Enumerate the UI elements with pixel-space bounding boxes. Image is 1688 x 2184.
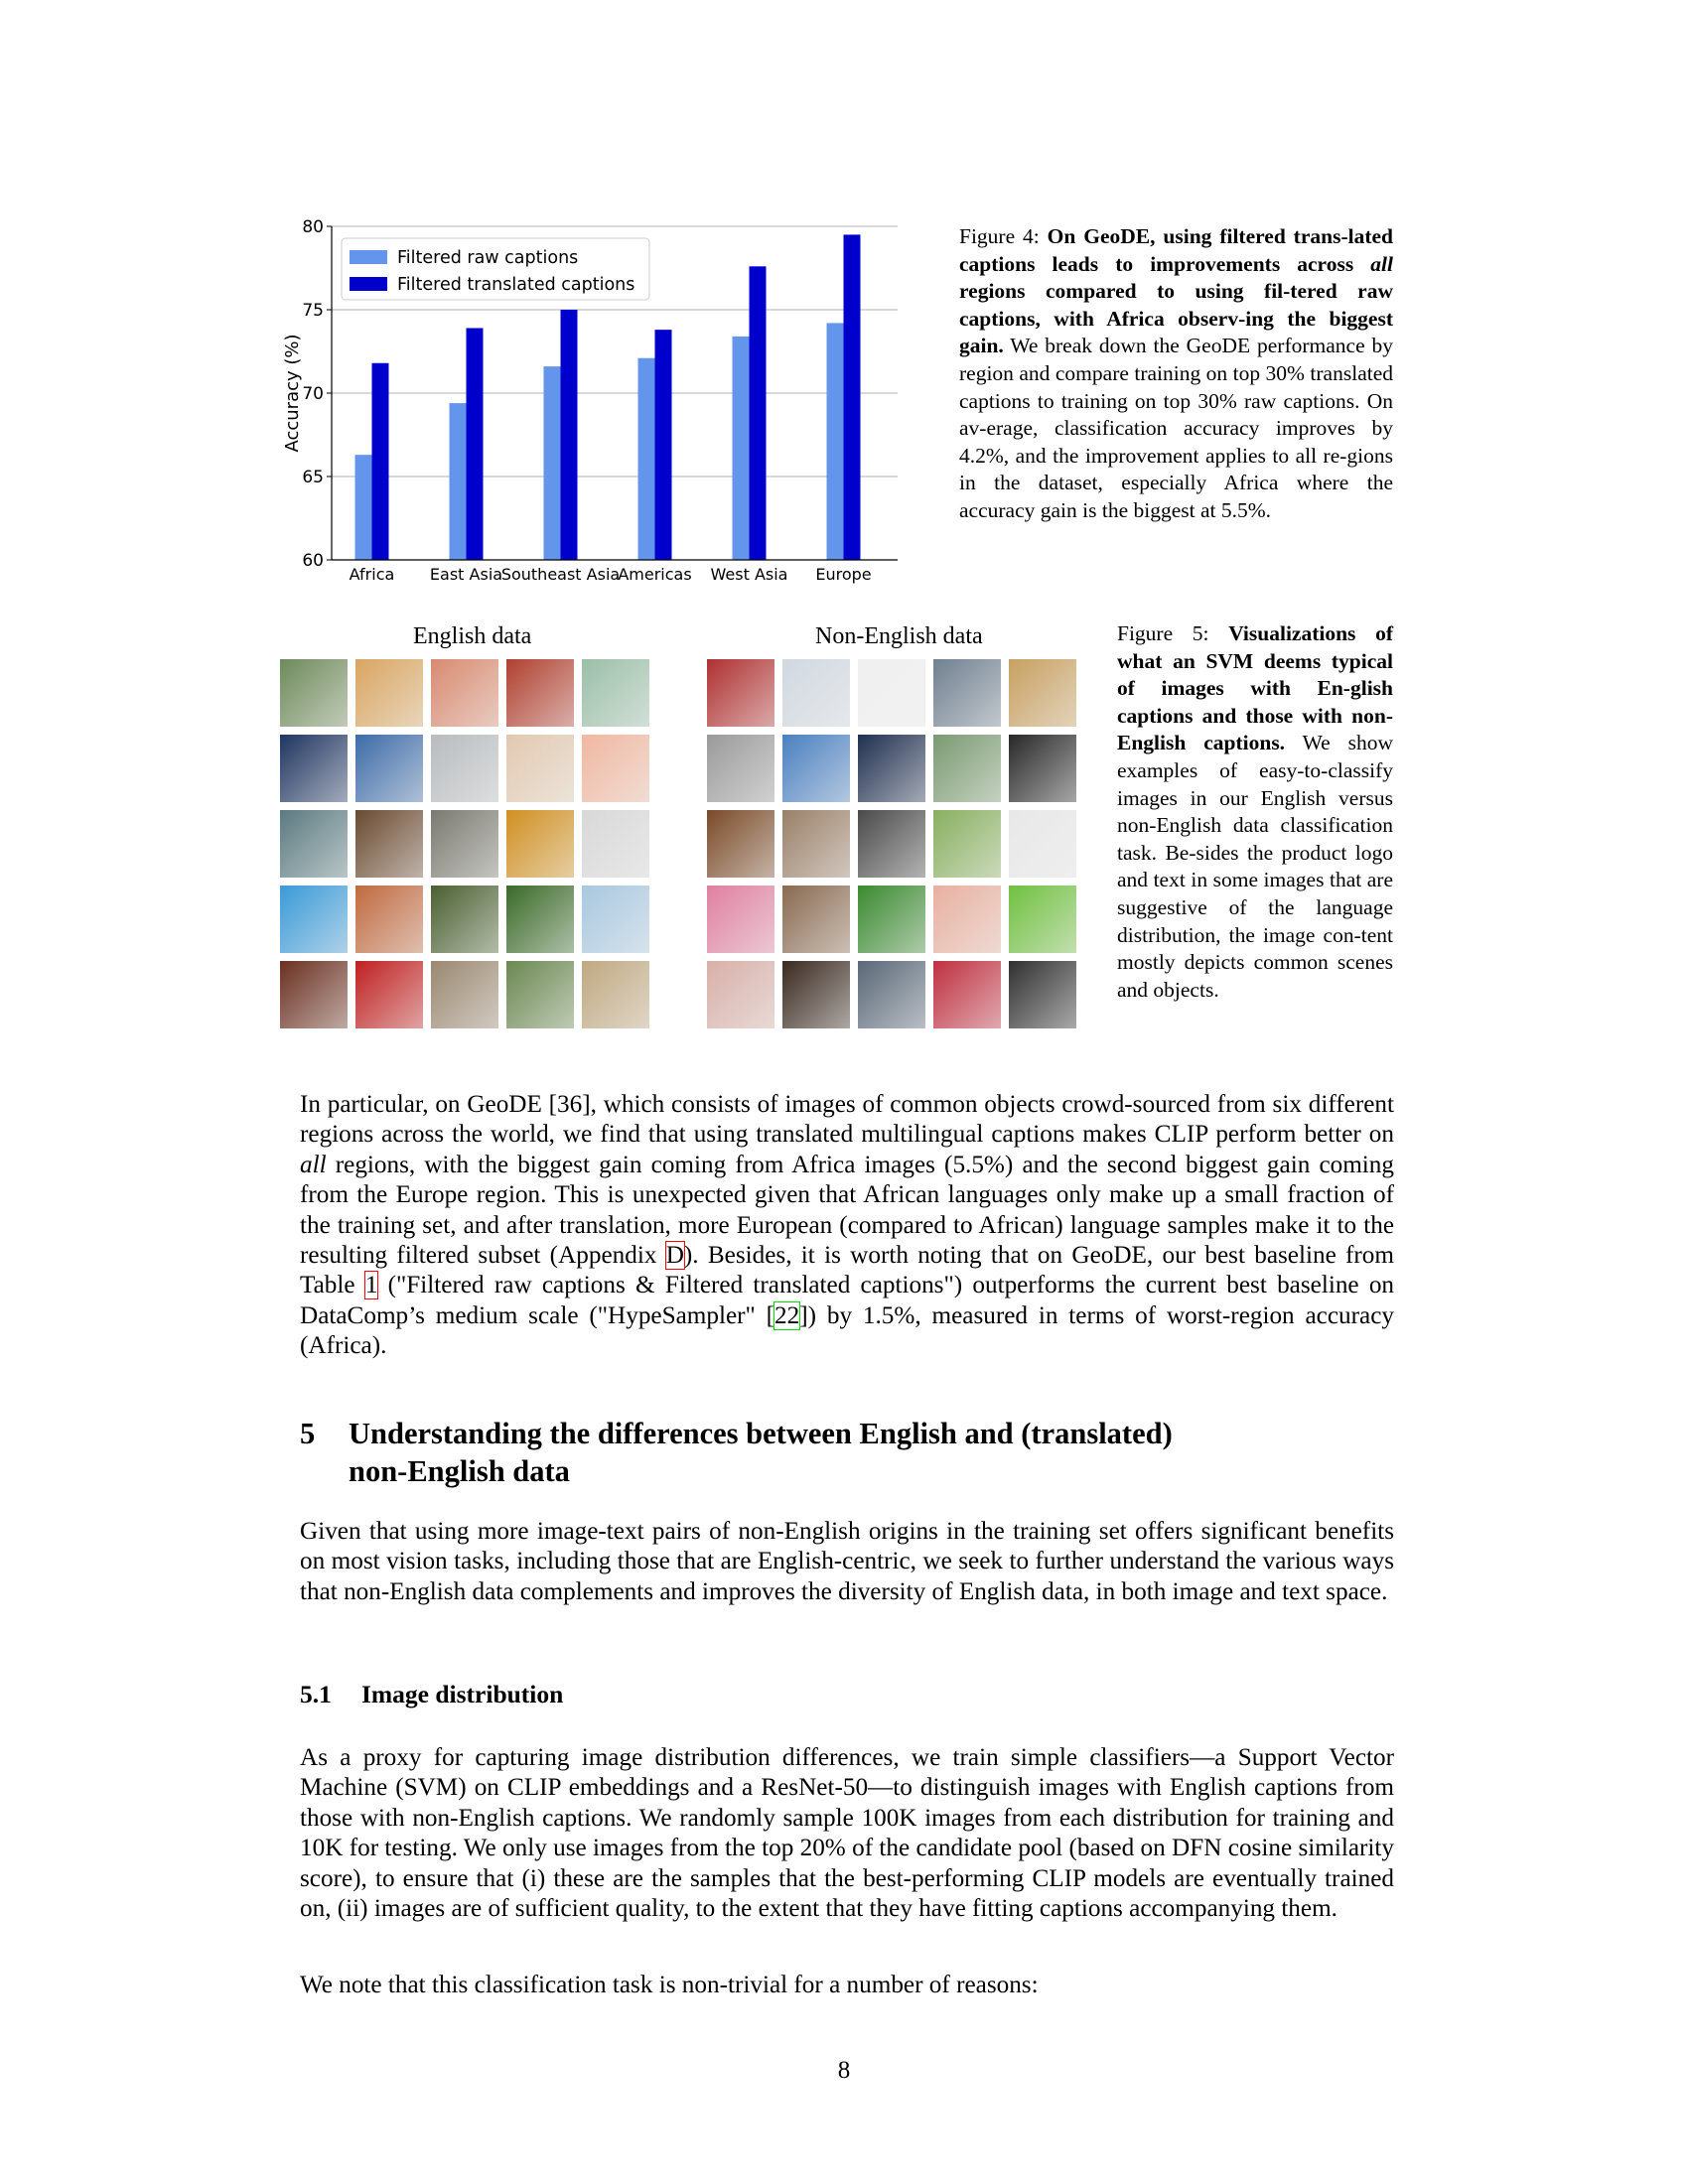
- x-tick-label: East Asia: [429, 565, 503, 584]
- para1-text-c: regions, with the biggest gain coming from Africa images (5.5%) and the second biggest gain coming from the Europe region. This is unexpected given that African languages only make up a small fraction of the training set, and after translation, more European (compared to African) language samples make it to the resulting filtered subset (Appendix: [300, 1151, 1394, 1270]
- legend-swatch: [350, 250, 387, 264]
- example-thumbnail: [782, 735, 850, 802]
- para1-text-d: ). Besides, it is worth noting that on GeoDE, our best baseline from Table: [300, 1242, 1394, 1299]
- example-thumbnail: [355, 659, 423, 727]
- x-tick-label: Southeast Asia: [500, 565, 621, 584]
- example-thumbnail: [782, 961, 850, 1028]
- example-thumbnail: [933, 886, 1001, 953]
- citation-36[interactable]: 36: [557, 1091, 583, 1118]
- y-axis-label: Accuracy (%): [282, 334, 303, 453]
- example-thumbnail: [280, 735, 348, 802]
- section-5-title-line2: non-English data: [349, 1454, 570, 1488]
- example-thumbnail: [933, 961, 1001, 1028]
- legend-swatch: [350, 277, 387, 291]
- example-thumbnail: [707, 810, 774, 878]
- para1-emphasis: all: [300, 1151, 327, 1178]
- example-thumbnail: [707, 886, 774, 953]
- example-thumbnail: [858, 810, 925, 878]
- bar-translated-west-asia: [750, 266, 767, 560]
- section-5-1-title: Image distribution: [361, 1680, 564, 1708]
- para1-text-a: In particular, on GeoDE [: [300, 1091, 558, 1118]
- example-thumbnail: [707, 961, 774, 1028]
- legend-label: Filtered raw captions: [397, 248, 579, 268]
- example-thumbnail: [431, 659, 498, 727]
- example-thumbnail: [506, 810, 574, 878]
- example-thumbnail: [1009, 961, 1076, 1028]
- figure-4-bold-b: regions compared to using fil-tered raw captions, with Africa observ-ing the biggest gain.: [959, 279, 1393, 358]
- example-thumbnail: [858, 659, 925, 727]
- legend-label: Filtered translated captions: [397, 275, 635, 295]
- table-1-link[interactable]: 1: [364, 1272, 378, 1299]
- geode-bar-chart: [268, 210, 914, 588]
- paragraph-image-distribution: As a proxy for capturing image distribution differences, we train simple classifiers—a Support Vector Machine (SVM) on CLIP embeddings and a ResNet-50—to distinguish images with English captions from those with non-English captions. We randomly sample 100K images from each distribution for training and 10K for testing. We only use images from the top 20% of the candidate pool (based on DFN cosine similarity score), to ensure that (i) these are the samples that the best-performing CLIP models are eventually trained on, (ii) images are of sufficient quality, to the extent that they have fitting captions accompanying them.: [300, 1744, 1394, 1923]
- figure-5-label: Figure 5:: [1117, 621, 1209, 645]
- paragraph-non-trivial: We note that this classification task is non-trivial for a number of reasons:: [300, 1972, 1039, 1998]
- para1-text-f: ]) by 1.5%, measured in terms of worst-region accuracy (Africa).: [300, 1301, 1394, 1360]
- section-5-heading: [300, 1415, 1394, 1490]
- example-thumbnail: [355, 810, 423, 878]
- bar-raw-americas: [638, 358, 655, 560]
- figure-4-label: Figure 4:: [959, 224, 1040, 248]
- appendix-d-link[interactable]: D: [665, 1242, 684, 1270]
- example-thumbnail: [1009, 735, 1076, 802]
- figure-5-caption: [1117, 620, 1393, 1004]
- example-thumbnail: [582, 735, 649, 802]
- figure-4-bold-a: On GeoDE, using filtered trans-lated captions leads to improvements across: [959, 224, 1394, 276]
- para1-text-e: ("Filtered raw captions & Filtered translated captions") outperforms the current best baseline on DataComp’s medium scale ("HypeSampler" [: [300, 1272, 1395, 1329]
- example-thumbnail: [506, 659, 574, 727]
- example-thumbnail: [933, 659, 1001, 727]
- bar-translated-americas: [655, 330, 672, 560]
- example-thumbnail: [582, 886, 649, 953]
- section-5-title-line1: Understanding the differences between English and (translated): [349, 1417, 1173, 1450]
- non-english-image-grid: [707, 659, 1084, 1036]
- example-thumbnail: [506, 886, 574, 953]
- example-thumbnail: [431, 961, 498, 1028]
- figure-5-text: We show examples of easy-to-classify images in our English versus non-English data classification task. Be-sides the product logo and text in some images that are suggestive of the language distribution, the image con-tent mostly depicts common scenes and objects.: [1117, 731, 1393, 1002]
- bar-raw-west-asia: [733, 337, 750, 560]
- example-thumbnail: [858, 961, 925, 1028]
- example-thumbnail: [582, 961, 649, 1028]
- x-tick-label: Americas: [618, 565, 692, 584]
- example-thumbnail: [506, 961, 574, 1028]
- x-tick-label: Africa: [349, 565, 395, 584]
- bar-translated-africa: [372, 363, 389, 560]
- bar-translated-southeast-asia: [561, 310, 578, 560]
- example-thumbnail: [1009, 810, 1076, 878]
- section-5-1-number: 5.1: [300, 1680, 332, 1708]
- figure-4-caption: [959, 223, 1393, 525]
- example-thumbnail: [782, 810, 850, 878]
- figure-4-text: We break down the GeoDE performance by region and compare training on top 30% translated captions to training on top 30% raw captions. On av-erage, classification accuracy improves by 4.2%, and the improvement applies to all re-gions in the dataset, especially Africa where the accuracy gain is the biggest at 5.5%.: [959, 334, 1393, 522]
- paragraph-section-5-intro: Given that using more image-text pairs of non-English origins in the training set offers significant benefits on most vision tasks, including those that are English-centric, we seek to further understand the various ways that non-English data complements and improves the diversity of English data, in both image and text space.: [300, 1518, 1394, 1605]
- x-tick-label: Europe: [815, 565, 872, 584]
- example-thumbnail: [431, 735, 498, 802]
- bar-translated-europe: [844, 234, 861, 560]
- y-tick-label: 80: [302, 217, 324, 237]
- example-thumbnail: [280, 810, 348, 878]
- example-thumbnail: [858, 735, 925, 802]
- example-thumbnail: [933, 810, 1001, 878]
- para1-text-b: ], which consists of images of common objects crowd-sourced from six different regions across the world, we find that using translated multilingual captions makes CLIP perform better on: [300, 1091, 1394, 1149]
- example-thumbnail: [582, 810, 649, 878]
- bar-translated-east-asia: [467, 328, 484, 560]
- example-thumbnail: [280, 961, 348, 1028]
- figure-5-bold: Visualizations of what an SVM deems typical of images with En-glish captions and those with non-English captions.: [1117, 621, 1394, 755]
- example-thumbnail: [431, 810, 498, 878]
- example-thumbnail: [1009, 659, 1076, 727]
- y-tick-label: 75: [302, 301, 324, 321]
- y-tick-label: 65: [302, 468, 324, 487]
- example-thumbnail: [280, 659, 348, 727]
- y-tick-label: 70: [302, 384, 324, 404]
- section-5-1-heading: [300, 1680, 563, 1709]
- citation-22[interactable]: 22: [774, 1301, 800, 1329]
- example-thumbnail: [280, 886, 348, 953]
- example-thumbnail: [1009, 886, 1076, 953]
- example-thumbnail: [858, 886, 925, 953]
- example-thumbnail: [506, 735, 574, 802]
- x-tick-label: West Asia: [710, 565, 788, 584]
- example-thumbnail: [582, 659, 649, 727]
- bar-raw-east-asia: [450, 403, 467, 560]
- english-image-grid: [280, 659, 657, 1036]
- example-thumbnail: [355, 735, 423, 802]
- bar-raw-southeast-asia: [544, 366, 561, 560]
- example-thumbnail: [431, 886, 498, 953]
- page-number: 8: [837, 2057, 851, 2084]
- paragraph-geode-results: [300, 1090, 1394, 1362]
- example-thumbnail: [707, 659, 774, 727]
- example-thumbnail: [782, 886, 850, 953]
- section-5-number: 5: [300, 1417, 316, 1450]
- bar-raw-europe: [827, 323, 844, 560]
- example-thumbnail: [355, 886, 423, 953]
- example-thumbnail: [707, 735, 774, 802]
- y-tick-label: 60: [302, 551, 324, 571]
- figure-4-bold-em: all: [1370, 251, 1393, 276]
- example-thumbnail: [933, 735, 1001, 802]
- bar-raw-africa: [355, 455, 372, 560]
- example-thumbnail: [355, 961, 423, 1028]
- non-english-data-title: Non-English data: [815, 623, 983, 649]
- example-thumbnail: [782, 659, 850, 727]
